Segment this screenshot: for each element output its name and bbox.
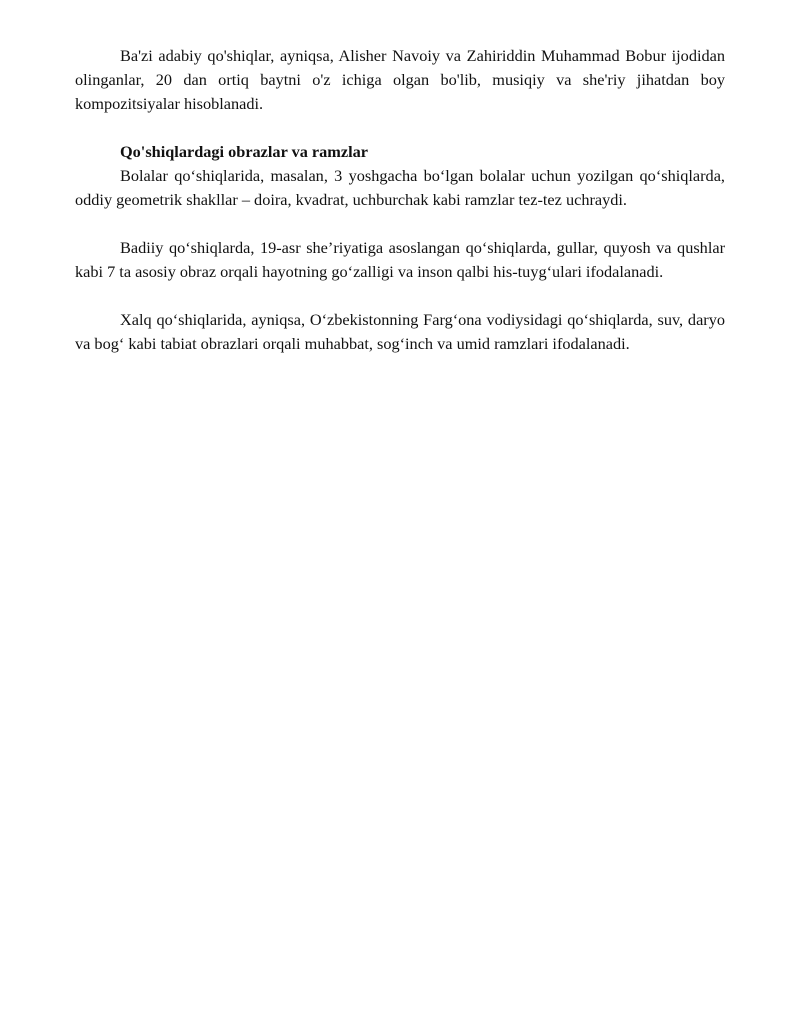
paragraph-spacer: [75, 284, 725, 308]
paragraph-artistic-songs: Badiiy qo‘shiqlarda, 19-asr she’riyatiga asoslangan qo‘shiqlarda, gullar, quyosh va qushlar kabi 7 ta asosiy obraz orqali hayotning go‘zalligi va inson qalbi his-tuyg‘ulari ifodalanadi.: [75, 238, 725, 281]
paragraph-spacer: [75, 212, 725, 236]
paragraph-spacer: [75, 116, 725, 140]
paragraph-children-songs: Bolalar qo‘shiqlarida, masalan, 3 yoshgacha bo‘lgan bolalar uchun yozilgan qo‘shiqlarda, oddiy geometrik shakllar – doira, kvadrat, uchburchak kabi ramzlar tez-tez uchraydi.: [75, 166, 725, 209]
document-page: [75, 44, 725, 356]
paragraph-literary-songs: Ba'zi adabiy qo'shiqlar, ayniqsa, Alisher Navoiy va Zahiriddin Muhammad Bobur ijodidan olinganlar, 20 dan ortiq baytni o'z ichiga olgan bo'lib, musiqiy va she'riy jihatdan boy kompozitsiyalar hisoblanadi.: [75, 46, 725, 113]
paragraph-folk-songs: Xalq qo‘shiqlarida, ayniqsa, O‘zbekistonning Farg‘ona vodiysidagi qo‘shiqlarda, suv, daryo va bog‘ kabi tabiat obrazlari orqali muhabbat, sog‘inch va umid ramzlari ifodalanadi.: [75, 310, 725, 353]
section-heading: Qo'shiqlardagi obrazlar va ramzlar: [120, 142, 368, 161]
